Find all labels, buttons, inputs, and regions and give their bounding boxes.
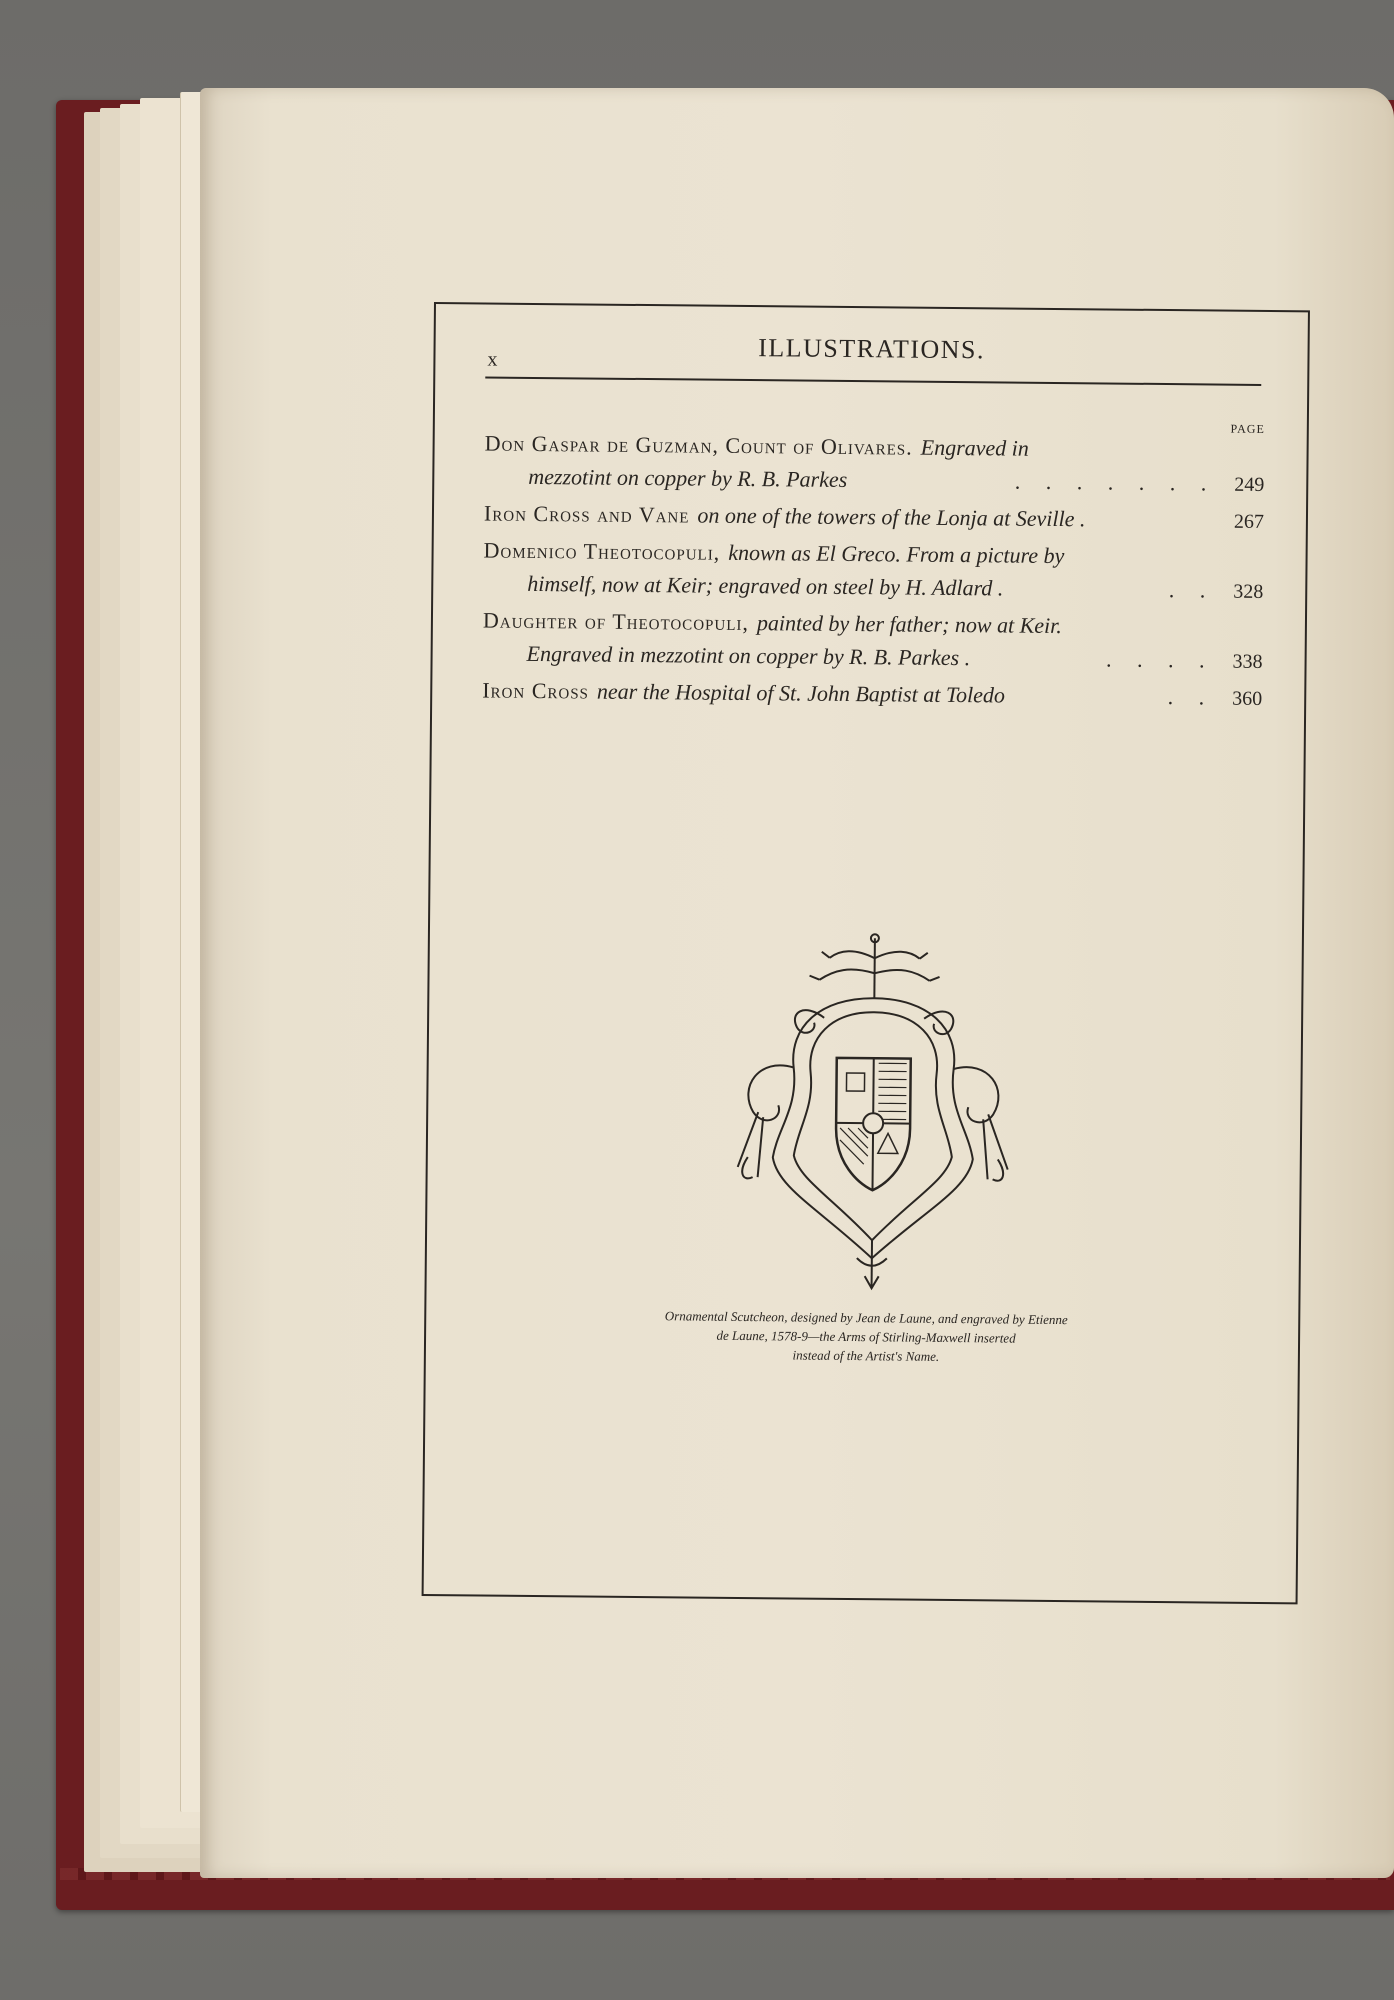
entry-title: Daughter of Theotocopuli, [482,607,750,636]
entry-page: 249 [1234,473,1265,496]
list-item [482,673,1262,715]
entry-title: Iron Cross [482,677,590,704]
leader-dots: . . [1168,577,1216,603]
entry-description: on one of the towers of the Lonja at Seville . [697,502,1086,532]
list-item [483,533,1264,608]
page-column-label: PAGE [1230,421,1265,436]
illustrations-list [482,426,1265,715]
entry-description: himself, now at Keir; engraved on steel by H. Adlard . [527,570,1004,601]
entry-description: painted by her father; now at Keir. [756,610,1062,639]
entry-description: Engraved in mezzotint on copper by R. B. Parkes . [526,640,971,671]
list-item [482,603,1263,678]
leader-dots: . . . . . . . [1014,468,1217,496]
page-number: x [487,348,499,371]
entry-page: 360 [1232,687,1263,710]
list-item [484,496,1264,538]
list-item [484,426,1265,501]
page-title: ILLUSTRATIONS. [758,333,986,365]
printed-frame [422,302,1310,1604]
entry-title: Iron Cross and Vane [483,500,690,528]
entry-page: 338 [1232,650,1263,673]
entry-title: Don Gaspar de Guzman, Count of Olivares. [484,430,913,460]
entry-page: 267 [1233,510,1265,533]
scutcheon-engraving [716,927,1030,1300]
entry-title: Domenico Theotocopuli, [483,537,721,565]
entry-description: known as El Greco. From a picture by [728,539,1065,569]
title-rule [485,376,1261,385]
entry-description: mezzotint on copper by R. B. Parkes [528,463,848,492]
engraving-caption: Ornamental Scutcheon, designed by Jean de Laune, and engraved by Etienne de Laune, 1578-9—the Arms of Stirling-Maxwell inserted instead of the Artist's Name. [664,1308,1068,1364]
entry-page: 328 [1233,580,1264,603]
entry-description: Engraved in [920,434,1029,461]
leader-dots: . . . . [1105,646,1215,673]
entry-description: near the Hospital of St. John Baptist at Toledo [596,678,1006,708]
leader-dots: . . [1167,684,1215,710]
